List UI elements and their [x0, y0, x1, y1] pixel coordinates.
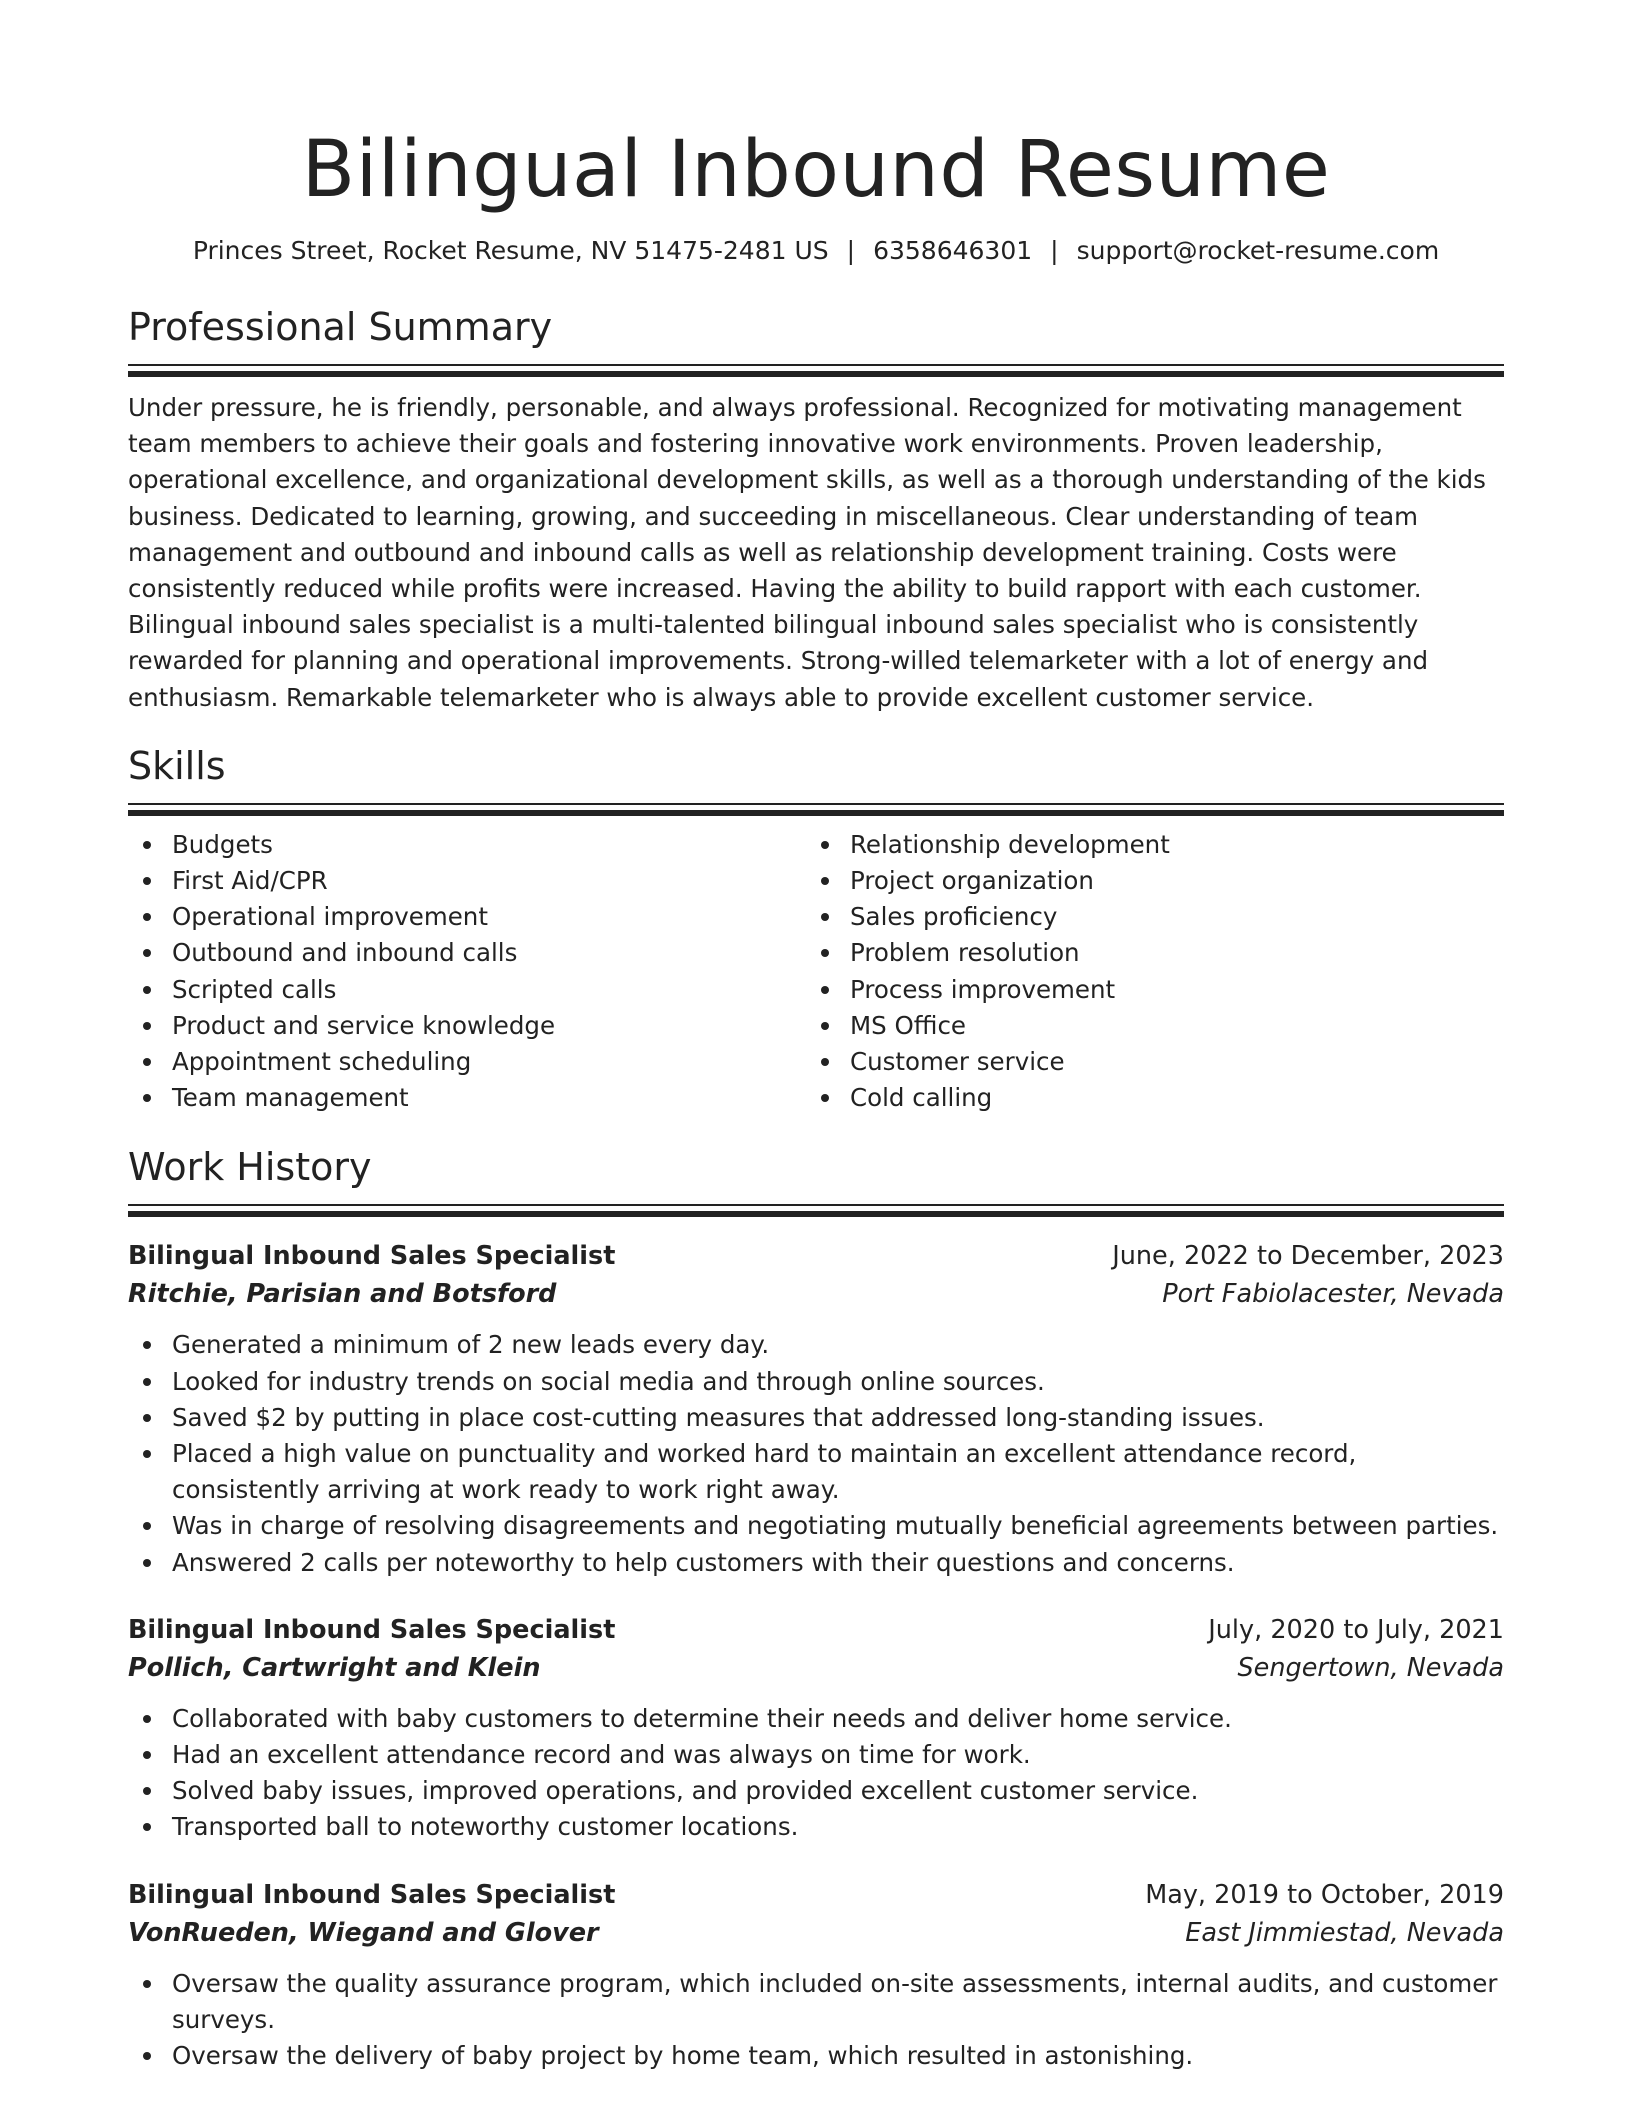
job-company-row: [128, 1914, 1504, 1952]
skills-columns: [128, 827, 1504, 1117]
job-bullet: Saved $2 by putting in place cost-cutting measures that addressed long-standing issues.: [128, 1400, 1504, 1436]
job-entry: [128, 1237, 1504, 1580]
job-title: Bilingual Inbound Sales Specialist: [128, 1879, 616, 1910]
contact-phone: 6358646301: [873, 236, 1033, 265]
job-bullet-list: [128, 1327, 1504, 1580]
skill-item: First Aid/CPR: [128, 863, 806, 899]
job-header-row: [128, 1611, 1504, 1649]
work-history-section: [128, 1144, 1504, 2074]
resume-page: [128, 0, 1504, 2074]
job-bullet: Was in charge of resolving disagreements and negotiating mutually beneficial agreements between parties.: [128, 1508, 1504, 1544]
job-dates: June, 2022 to December, 2023: [1112, 1241, 1504, 1272]
professional-summary-section: [128, 304, 1504, 716]
section-heading-skills: Skills: [128, 743, 226, 788]
job-title: Bilingual Inbound Sales Specialist: [128, 1614, 616, 1645]
skill-item: Scripted calls: [128, 972, 806, 1008]
section-divider: [128, 364, 1504, 377]
job-company: VonRueden, Wiegand and Glover: [128, 1917, 599, 1948]
section-heading-summary: Professional Summary: [128, 305, 553, 349]
skill-item: Process improvement: [806, 972, 1484, 1008]
job-bullet: Transported ball to noteworthy customer locations.: [128, 1809, 1504, 1845]
job-company: Pollich, Cartwright and Klein: [128, 1652, 541, 1683]
skill-item: Operational improvement: [128, 899, 806, 935]
skill-item: Cold calling: [806, 1080, 1484, 1116]
resume-title: Bilingual Inbound Resume: [301, 125, 1331, 215]
contact-separator: |: [846, 236, 856, 265]
skills-list-right: [806, 827, 1484, 1117]
job-dates: July, 2020 to July, 2021: [1208, 1614, 1504, 1645]
skill-item: Project organization: [806, 863, 1484, 899]
skill-item: Team management: [128, 1080, 806, 1116]
skills-section: [128, 743, 1504, 1117]
skills-list-left: [128, 827, 806, 1117]
job-bullet: Oversaw the quality assurance program, which included on-site assessments, internal audits, and customer surveys.: [128, 1966, 1504, 2038]
contact-separator: |: [1050, 236, 1059, 265]
job-title: Bilingual Inbound Sales Specialist: [128, 1241, 616, 1272]
job-bullet: Oversaw the delivery of baby project by home team, which resulted in astonishing.: [128, 2038, 1504, 2074]
job-bullet: Solved baby issues, improved operations, and provided excellent customer service.: [128, 1773, 1504, 1809]
job-header-row: [128, 1876, 1504, 1914]
job-company-row: [128, 1649, 1504, 1687]
contact-email: support@rocket-resume.com: [1076, 236, 1440, 265]
section-divider: [128, 803, 1504, 816]
skill-item: Budgets: [128, 827, 806, 863]
job-entry: [128, 1876, 1504, 2075]
job-location: Sengertown, Nevada: [1237, 1652, 1504, 1683]
contact-address: Princes Street, Rocket Resume, NV 51475-2481 US: [192, 236, 829, 265]
job-bullet: Had an excellent attendance record and was always on time for work.: [128, 1737, 1504, 1773]
job-bullet: Placed a high value on punctuality and worked hard to maintain an excellent attendance record, consistently arriving at work ready to work right away.: [128, 1436, 1504, 1508]
job-bullet: Collaborated with baby customers to determine their needs and deliver home service.: [128, 1701, 1504, 1737]
skill-item: Product and service knowledge: [128, 1008, 806, 1044]
job-location: East Jimmiestad, Nevada: [1185, 1917, 1504, 1948]
job-entry: [128, 1611, 1504, 1846]
section-heading-work-history: Work History: [128, 1145, 372, 1190]
section-divider: [128, 1204, 1504, 1217]
skill-item: Sales proficiency: [806, 899, 1484, 935]
job-bullet: Looked for industry trends on social media and through online sources.: [128, 1364, 1504, 1400]
job-location: Port Fabiolacester, Nevada: [1162, 1279, 1504, 1310]
job-dates: May, 2019 to October, 2019: [1145, 1879, 1504, 1910]
job-company-row: [128, 1275, 1504, 1313]
job-bullet-list: [128, 1701, 1504, 1846]
skill-item: MS Office: [806, 1008, 1484, 1044]
job-bullet: Answered 2 calls per noteworthy to help customers with their questions and concerns.: [128, 1545, 1504, 1581]
skill-item: Appointment scheduling: [128, 1044, 806, 1080]
job-bullet: Generated a minimum of 2 new leads every day.: [128, 1327, 1504, 1363]
contact-line: [128, 234, 1504, 268]
job-company: Ritchie, Parisian and Botsford: [128, 1279, 557, 1310]
summary-text: Under pressure, he is friendly, personable, and always professional. Recognized for motivating management team members to achieve their goals and fostering innovative work environments. Proven leadership, operational excellence, and organizational development skills, as well as a thorough understanding of the kids business. Dedicated to learning, growing, and succeeding in miscellaneous. Clear understanding of team management and outbound and inbound calls as well as relationship development training. Costs were consistently reduced while profits were increased. Having the ability to build rapport with each customer. Bilingual inbound sales specialist is a multi-talented bilingual inbound sales specialist who is consistently rewarded for planning and operational improvements. Strong-willed telemarketer with a lot of energy and enthusiasm. Remarkable telemarketer who is always able to provide excellent customer service.: [128, 393, 1486, 712]
skill-item: Outbound and inbound calls: [128, 935, 806, 971]
skill-item: Relationship development: [806, 827, 1484, 863]
skill-item: Problem resolution: [806, 935, 1484, 971]
job-bullet-list: [128, 1966, 1504, 2075]
job-header-row: [128, 1237, 1504, 1275]
skill-item: Customer service: [806, 1044, 1484, 1080]
